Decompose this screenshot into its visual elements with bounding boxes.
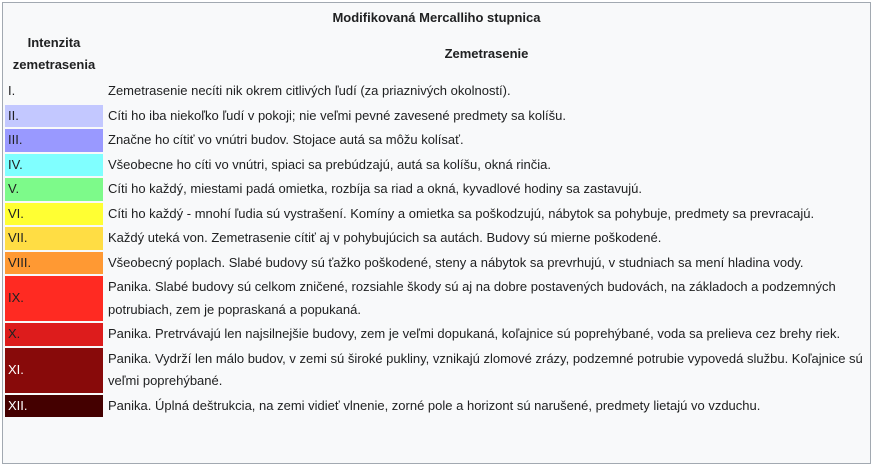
intensity-level-cell: I.	[5, 80, 103, 103]
description-cell: Cíti ho každý, miestami padá omietka, rozbíja sa riad a okná, kyvadlové hodiny sa zastavujú.	[105, 178, 868, 201]
intensity-level-cell: VII.	[5, 227, 103, 250]
table-row	[5, 129, 868, 152]
table-row	[5, 80, 868, 103]
description-cell: Panika. Úplná deštrukcia, na zemi vidieť vlnenie, zorné pole a horizont sú narušené, predmety lietajú vo vzduchu.	[105, 395, 868, 418]
description-cell: Panika. Pretrvávajú len najsilnejšie budovy, zem je veľmi dopukaná, koľajnice sú poprehýbané, voda sa prelieva cez brehy riek.	[105, 323, 868, 346]
table-row	[5, 227, 868, 250]
table-row	[5, 276, 868, 321]
table-row	[5, 203, 868, 226]
intensity-column-header	[5, 30, 103, 78]
description-cell: Každý uteká von. Zemetrasenie cítiť aj v pohybujúcich sa autách. Budovy sú mierne poškodené.	[105, 227, 868, 250]
intensity-level-cell: VI.	[5, 203, 103, 226]
intensity-level-cell: III.	[5, 129, 103, 152]
description-cell: Cíti ho iba niekoľko ľudí v pokoji; nie veľmi pevné zavesené predmety sa kolíšu.	[105, 105, 868, 128]
table-row	[5, 252, 868, 275]
intensity-level-cell: VIII.	[5, 252, 103, 275]
description-cell: Zemetrasenie necíti nik okrem citlivých ľudí (za priaznivých okolností).	[105, 80, 868, 103]
table-row	[5, 105, 868, 128]
intensity-level-cell: II.	[5, 105, 103, 128]
table-row	[5, 348, 868, 393]
description-cell: Panika. Slabé budovy sú celkom zničené, rozsiahle škody sú aj na dobre postavených budovách, na základoch a podzemných potrubiach, zem je popraskaná a popukaná.	[105, 276, 868, 321]
intensity-level-cell: X.	[5, 323, 103, 346]
intensity-level-cell: V.	[5, 178, 103, 201]
description-cell: Všeobecný poplach. Slabé budovy sú ťažko poškodené, steny a nábytok sa prevrhujú, v studniach sa mení hladina vody.	[105, 252, 868, 275]
mercalli-table-container	[2, 2, 871, 464]
intensity-level-cell: IX.	[5, 276, 103, 321]
intensity-header-line1: Intenzita	[27, 35, 81, 50]
intensity-level-cell: XI.	[5, 348, 103, 393]
table-row	[5, 154, 868, 177]
description-cell: Cíti ho každý - mnohí ľudia sú vystrašení. Komíny a omietka sa poškodzujú, nábytok sa pohybuje, predmety sa prevracajú.	[105, 203, 868, 226]
intensity-header-line2: zemetrasenia	[12, 57, 96, 72]
description-column-header: Zemetrasenie	[105, 30, 868, 78]
intensity-level-cell: XII.	[5, 395, 103, 418]
description-cell: Panika. Vydrží len málo budov, v zemi sú široké pukliny, vznikajú zlomové zrázy, podzemné potrubie vypovedá službu. Koľajnice sú veľmi poprehýbané.	[105, 348, 868, 393]
table-row	[5, 395, 868, 418]
table-row	[5, 178, 868, 201]
table-row	[5, 323, 868, 346]
table-title: Modifikovaná Mercalliho stupnica	[5, 5, 868, 28]
description-cell: Všeobecne ho cíti vo vnútri, spiaci sa prebúdzajú, autá sa kolíšu, okná rinčia.	[105, 154, 868, 177]
mercalli-table	[3, 3, 870, 419]
description-cell: Značne ho cítiť vo vnútri budov. Stojace autá sa môžu kolísať.	[105, 129, 868, 152]
intensity-level-cell: IV.	[5, 154, 103, 177]
